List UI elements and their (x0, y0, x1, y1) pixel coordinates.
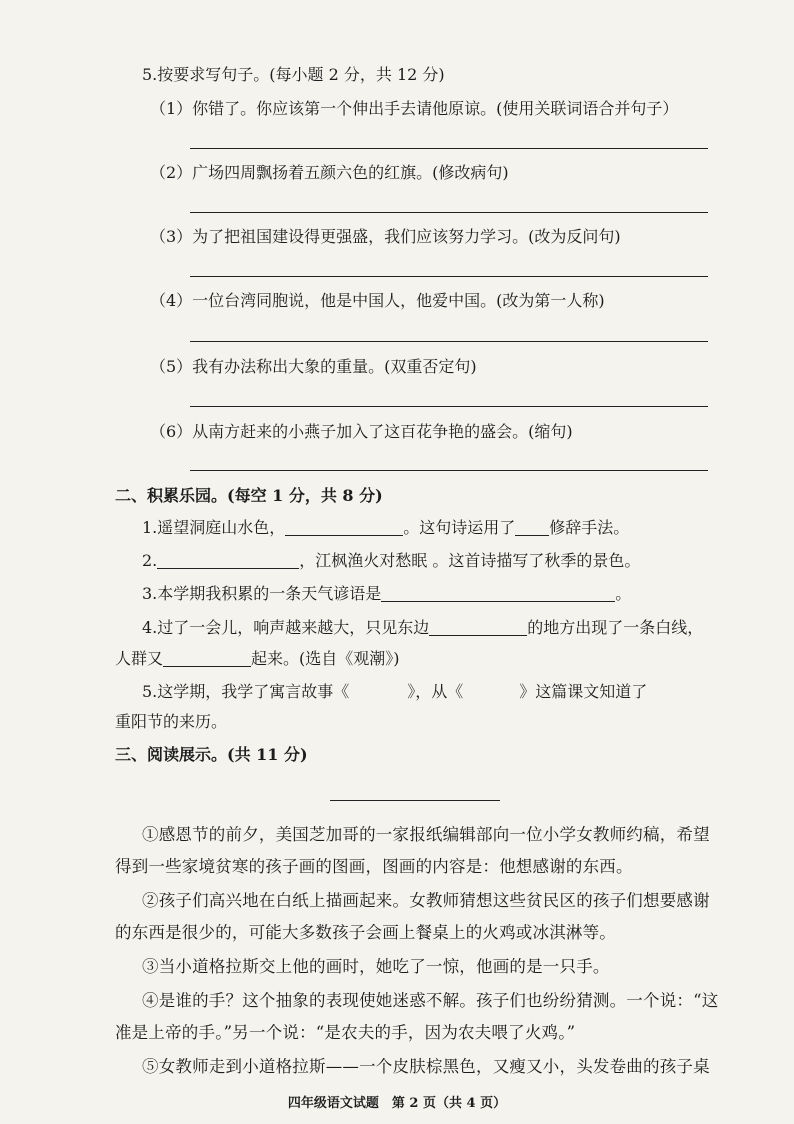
q5-item-2: （2）广场四周飘扬着五颜六色的红旗。(修改病句) (150, 163, 509, 182)
q5-item-4: （4）一位台湾同胞说，他是中国人，他爱中国。(改为第一人称) (150, 291, 605, 310)
s2-l5-text-b: 》，从《 (407, 682, 464, 701)
s2-line-5 (142, 681, 647, 703)
answer-line-2[interactable] (190, 212, 708, 213)
title-blank-line[interactable] (330, 800, 500, 801)
s2-line-4 (142, 617, 703, 639)
blank-east[interactable] (429, 619, 527, 636)
blank-crowd[interactable] (163, 650, 251, 667)
s2-l4-text-b: 的地方出现了一条白线， (527, 618, 704, 637)
s2-l1-text-a: 1.遥望洞庭山水色， (142, 518, 286, 537)
page-footer: 四年级语文试题 第 2 页（共 4 页） (287, 1096, 507, 1111)
answer-line-5[interactable] (190, 406, 708, 407)
blank-rhetoric[interactable] (515, 519, 549, 536)
passage-line-3: ②孩子们高兴地在白纸上描画起来。女教师猜想这些贫民区的孩子们想要感谢 (142, 891, 710, 910)
section3-title: 三、阅读展示。(共 11 分) (115, 745, 308, 764)
q5-item-3: （3）为了把祖国建设得更强盛，我们应该努力学习。(改为反问句) (150, 227, 621, 246)
s2-line-1 (142, 517, 629, 539)
answer-line-3[interactable] (190, 276, 708, 277)
q5-item-5: （5）我有办法称出大象的重量。(双重否定句) (150, 357, 477, 376)
passage-line-5: ③当小道格拉斯交上他的画时，她吃了一惊，他画的是一只手。 (142, 957, 610, 976)
s2-line-3 (142, 583, 631, 605)
answer-line-6[interactable] (190, 470, 708, 471)
passage-line-7: 准是上帝的手。”另一个说：“是农夫的手，因为农夫喂了火鸡。” (115, 1023, 576, 1042)
s2-l4-text-c: 人群又 (115, 649, 164, 668)
answer-line-1[interactable] (190, 148, 708, 149)
passage-line-2: 得到一些家境贫寒的孩子画的图画，图画的内容是：他想感谢的东西。 (115, 857, 633, 876)
blank-poem-line[interactable] (285, 519, 403, 536)
answer-line-4[interactable] (190, 341, 708, 342)
passage-line-1: ①感恩节的前夕，美国芝加哥的一家报纸编辑部向一位小学女教师约稿，希望 (142, 825, 710, 844)
q5-item-6: （6）从南方赶来的小燕子加入了这百花争艳的盛会。(缩句) (150, 422, 573, 441)
blank-weather-proverb[interactable] (381, 585, 615, 602)
s2-l5-text-c: 》这篇课文知道了 (519, 682, 648, 701)
s2-l2-text-a: 2. (142, 551, 158, 570)
s2-line-2 (142, 550, 640, 572)
s2-l4-text-a: 4.过了一会儿，响声越来越大，只见东边 (142, 618, 430, 637)
s2-l1-text-b: 。这句诗运用了 (403, 518, 516, 537)
q5-item-1: （1）你错了。你应该第一个伸出手去请他原谅。(使用关联词语合并句子） (150, 99, 679, 118)
passage-line-6: ④是谁的手？这个抽象的表现使她迷惑不解。孩子们也纷纷猜测。一个说：“这 (142, 991, 719, 1010)
blank-poem-line-2[interactable] (157, 552, 299, 569)
s2-l1-text-c: 修辞手法。 (549, 518, 630, 537)
s2-l4-text-d: 起来。(选自《观潮》) (251, 649, 400, 668)
s2-l5-text-a: 5.这学期，我学了寓言故事《 (142, 682, 350, 701)
s2-l3-text-a: 3.本学期我积累的一条天气谚语是 (142, 584, 382, 603)
q5-title: 5.按要求写句子。(每小题 2 分，共 12 分) (142, 65, 445, 84)
s2-l3-text-b: 。 (615, 584, 632, 603)
section2-title: 二、积累乐园。(每空 1 分，共 8 分) (115, 486, 383, 505)
s2-l2-text-b: ，江枫渔火对愁眠 。这首诗描写了秋季的景色。 (299, 551, 641, 570)
passage-line-4: 的东西是很少的，可能大多数孩子会画上餐桌上的火鸡或冰淇淋等。 (115, 923, 616, 942)
s2-line-4b (115, 648, 400, 670)
s2-line-5b: 重阳节的来历。 (115, 712, 228, 731)
passage-line-8: ⑤女教师走到小道格拉斯——一个皮肤棕黑色，又瘦又小，头发卷曲的孩子桌 (142, 1057, 710, 1076)
